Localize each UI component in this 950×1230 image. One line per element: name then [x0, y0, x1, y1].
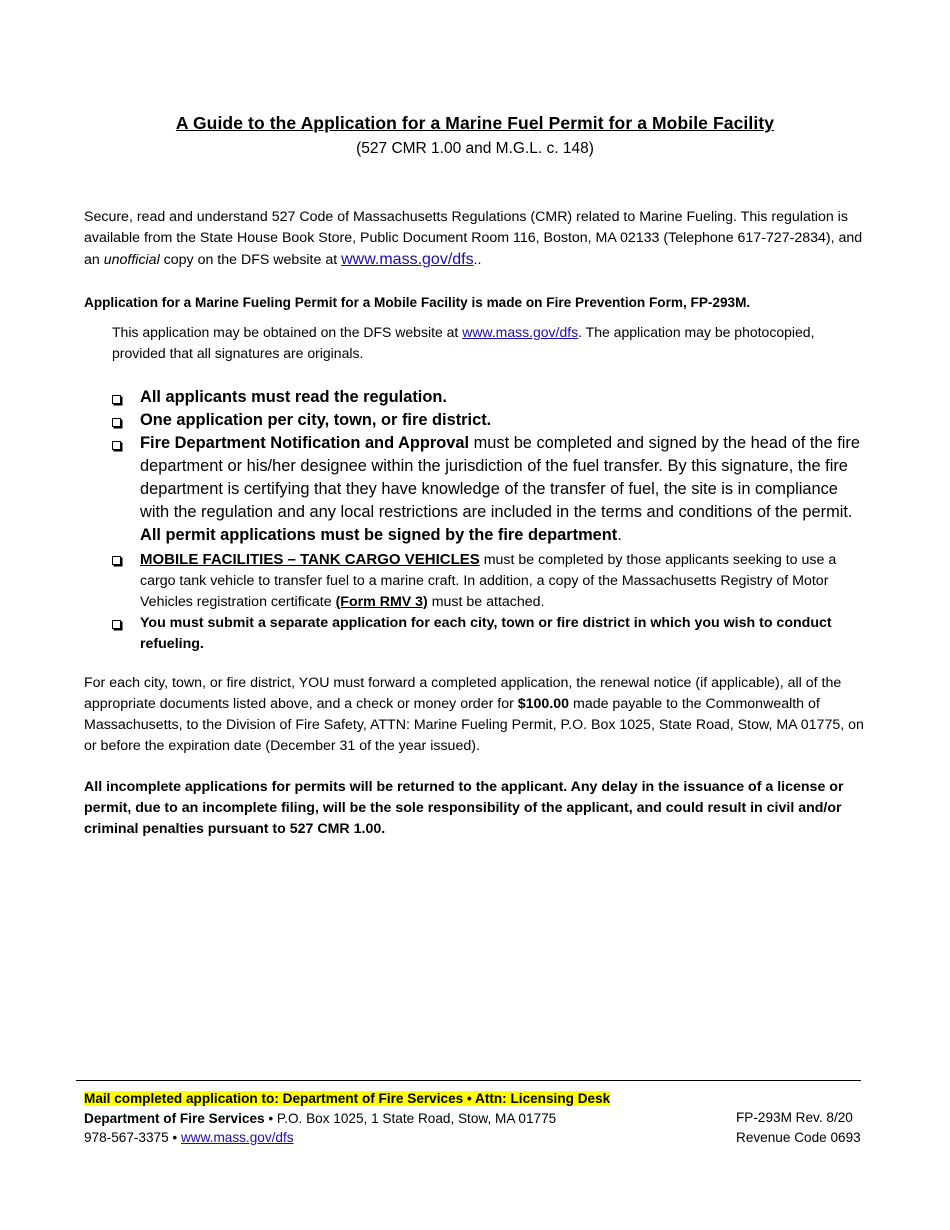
checklist-item-emphasis: All permit applications must be signed by the fire department — [140, 526, 618, 544]
footer-dfs-link[interactable]: www.mass.gov/dfs — [180, 1130, 294, 1145]
footer-dept-address: • P.O. Box 1025, 1 State Road, Stow, MA 01775 — [264, 1110, 557, 1126]
intro-text-2: copy on the DFS website at — [159, 252, 342, 268]
page-title: A Guide to the Application for a Marine Fuel Permit for a Mobile Facility — [175, 113, 775, 133]
obtain-text-1: This application may be obtained on the DFS website at — [112, 324, 463, 340]
checkbox-bullet-icon — [112, 620, 121, 629]
intro-text-3: .. — [473, 252, 482, 268]
checklist-item-period: . — [617, 526, 622, 544]
checkbox-bullet-icon — [112, 418, 121, 427]
checkbox-bullet-icon — [112, 556, 121, 565]
checklist-item-text: must be completed and signed by the head of the fire department or his/her designee within the jurisdiction of the fuel transfer. By this signature, the fire department is certifying that they have knowledge of the transfer of fuel, the site is in compliance with the regulation and any local restrictions are included in the terms and conditions of the permit. — [140, 434, 860, 521]
intro-paragraph — [84, 207, 868, 271]
intro-text-1: Secure, read and understand 527 Code of Massachusetts Regulations (CMR) related to Marine Fueling. This regulation is available from the State House Book Store, Public Document Room 116, Boston, MA 02133 (Telephone 617-727-2834), and an — [84, 209, 863, 268]
mail-instruction-highlight: Mail completed application to: Department of Fire Services • Attn: Licensing Desk — [84, 1091, 611, 1106]
intro-emphasis: unofficial — [103, 252, 160, 268]
checklist-item-text: One application per city, town, or fire district. — [140, 411, 492, 429]
checklist-item-heading: MOBILE FACILITIES – TANK CARGO VEHICLES — [140, 551, 480, 568]
footer-form-info — [736, 1108, 861, 1147]
checkbox-bullet-icon — [112, 441, 121, 450]
checklist-item-heading: Fire Department Notification and Approval — [140, 434, 470, 452]
checklist-item — [112, 549, 864, 613]
checklist-item-form: (Form RMV 3) — [335, 594, 428, 610]
checklist-item — [112, 613, 864, 655]
requirements-checklist — [112, 386, 864, 655]
checkbox-bullet-icon — [112, 395, 121, 404]
checklist-item-text: must be completed by those applicants seeking to use a cargo tank vehicle to transfer fuel to a marine craft. In addition, a copy of the Massachusetts Registry of Motor Vehicles registration certificate — [140, 552, 837, 610]
intro-dfs-link[interactable]: www.mass.gov/dfs — [341, 251, 474, 268]
page-subtitle: (527 CMR 1.00 and M.G.L. c. 148) — [356, 140, 594, 157]
checklist-item-end: must be attached. — [427, 594, 545, 610]
obtain-dfs-link[interactable]: www.mass.gov/dfs — [462, 324, 579, 340]
application-obtain-paragraph — [112, 322, 852, 364]
footer-divider — [76, 1080, 861, 1081]
forward-text-2: made payable to the Commonwealth of Massachusetts, to the Division of Fire Safety, ATTN: Marine Fueling Permit, P.O. Box 1025, State Road, Stow, MA 01775, on or before the expiration date (December 31 of the year issued). — [84, 696, 864, 754]
checklist-item-text: You must submit a separate application for each city, town or fire district in which you wish to conduct refueling. — [140, 615, 832, 652]
forward-paragraph — [84, 673, 868, 757]
footer-phone: 978-567-3375 • — [84, 1130, 181, 1145]
warning-paragraph: All incomplete applications for permits will be returned to the applicant. Any delay in the issuance of a license or permit, due to an incomplete filing, will be the sole responsibility of the applicant, and could result in civil and/or criminal penalties pursuant to 527 CMR 1.00. — [84, 779, 844, 837]
checklist-item — [112, 409, 864, 432]
forward-text-1: For each city, town, or fire district, YOU must forward a completed application, the renewal notice (if applicable), all of the appropriate documents listed above, and a check or money order for — [84, 675, 842, 712]
checklist-item — [112, 432, 864, 547]
revenue-code: Revenue Code 0693 — [736, 1129, 861, 1145]
checklist-item-text: All applicants must read the regulation. — [140, 388, 447, 406]
form-revision: FP-293M Rev. 8/20 — [736, 1110, 853, 1125]
footer-dept-name: Department of Fire Services — [84, 1110, 265, 1126]
footer-contact — [84, 1089, 610, 1148]
application-heading: Application for a Marine Fueling Permit for a Mobile Facility is made on Fire Prevention Form, FP-293M. — [84, 295, 751, 310]
fee-amount: $100.00 — [517, 696, 570, 712]
checklist-item — [112, 386, 864, 409]
obtain-text-2: . The application may be photocopied, provided that all signatures are originals. — [112, 324, 815, 361]
